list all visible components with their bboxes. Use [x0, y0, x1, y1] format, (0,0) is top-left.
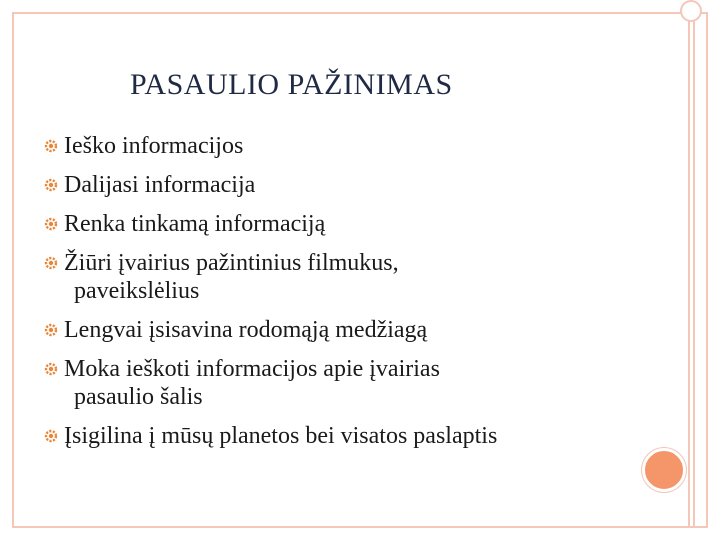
bullet-list	[44, 132, 644, 461]
gear-bullet-icon	[44, 256, 58, 270]
list-item	[44, 132, 644, 160]
list-item	[44, 171, 644, 199]
list-item-text-continued: paveikslėlius	[74, 278, 200, 304]
list-item	[44, 210, 644, 238]
gear-bullet-icon	[44, 429, 58, 443]
list-item-text: Moka ieškoti informacijos apie įvairias	[64, 356, 440, 382]
list-item	[44, 355, 644, 411]
list-item-text: Dalijasi informacija	[64, 172, 256, 198]
gear-bullet-icon	[44, 217, 58, 231]
list-item-text: Žiūri įvairius pažintinius filmukus,	[64, 250, 399, 276]
list-item-text: Įsigilina į mūsų planetos bei visatos paslaptis	[64, 423, 498, 449]
gear-bullet-icon	[44, 139, 58, 153]
decorative-circle-bottom	[642, 448, 686, 492]
list-item-text: Ieško informacijos	[64, 133, 244, 159]
frame-side-line	[693, 12, 695, 528]
list-item-text: Lengvai įsisavina rodomąją medžiagą	[64, 317, 428, 343]
gear-bullet-icon	[44, 362, 58, 376]
decorative-circle-top	[680, 0, 702, 22]
list-item-text: Renka tinkamą informaciją	[64, 211, 326, 237]
gear-bullet-icon	[44, 323, 58, 337]
list-item	[44, 249, 644, 305]
list-item	[44, 422, 644, 450]
frame-side-line	[688, 12, 690, 528]
list-item	[44, 316, 644, 344]
list-item-text-continued: pasaulio šalis	[74, 384, 203, 410]
slide-title: PASAULIO PAŽINIMAS	[130, 68, 453, 101]
gear-bullet-icon	[44, 178, 58, 192]
